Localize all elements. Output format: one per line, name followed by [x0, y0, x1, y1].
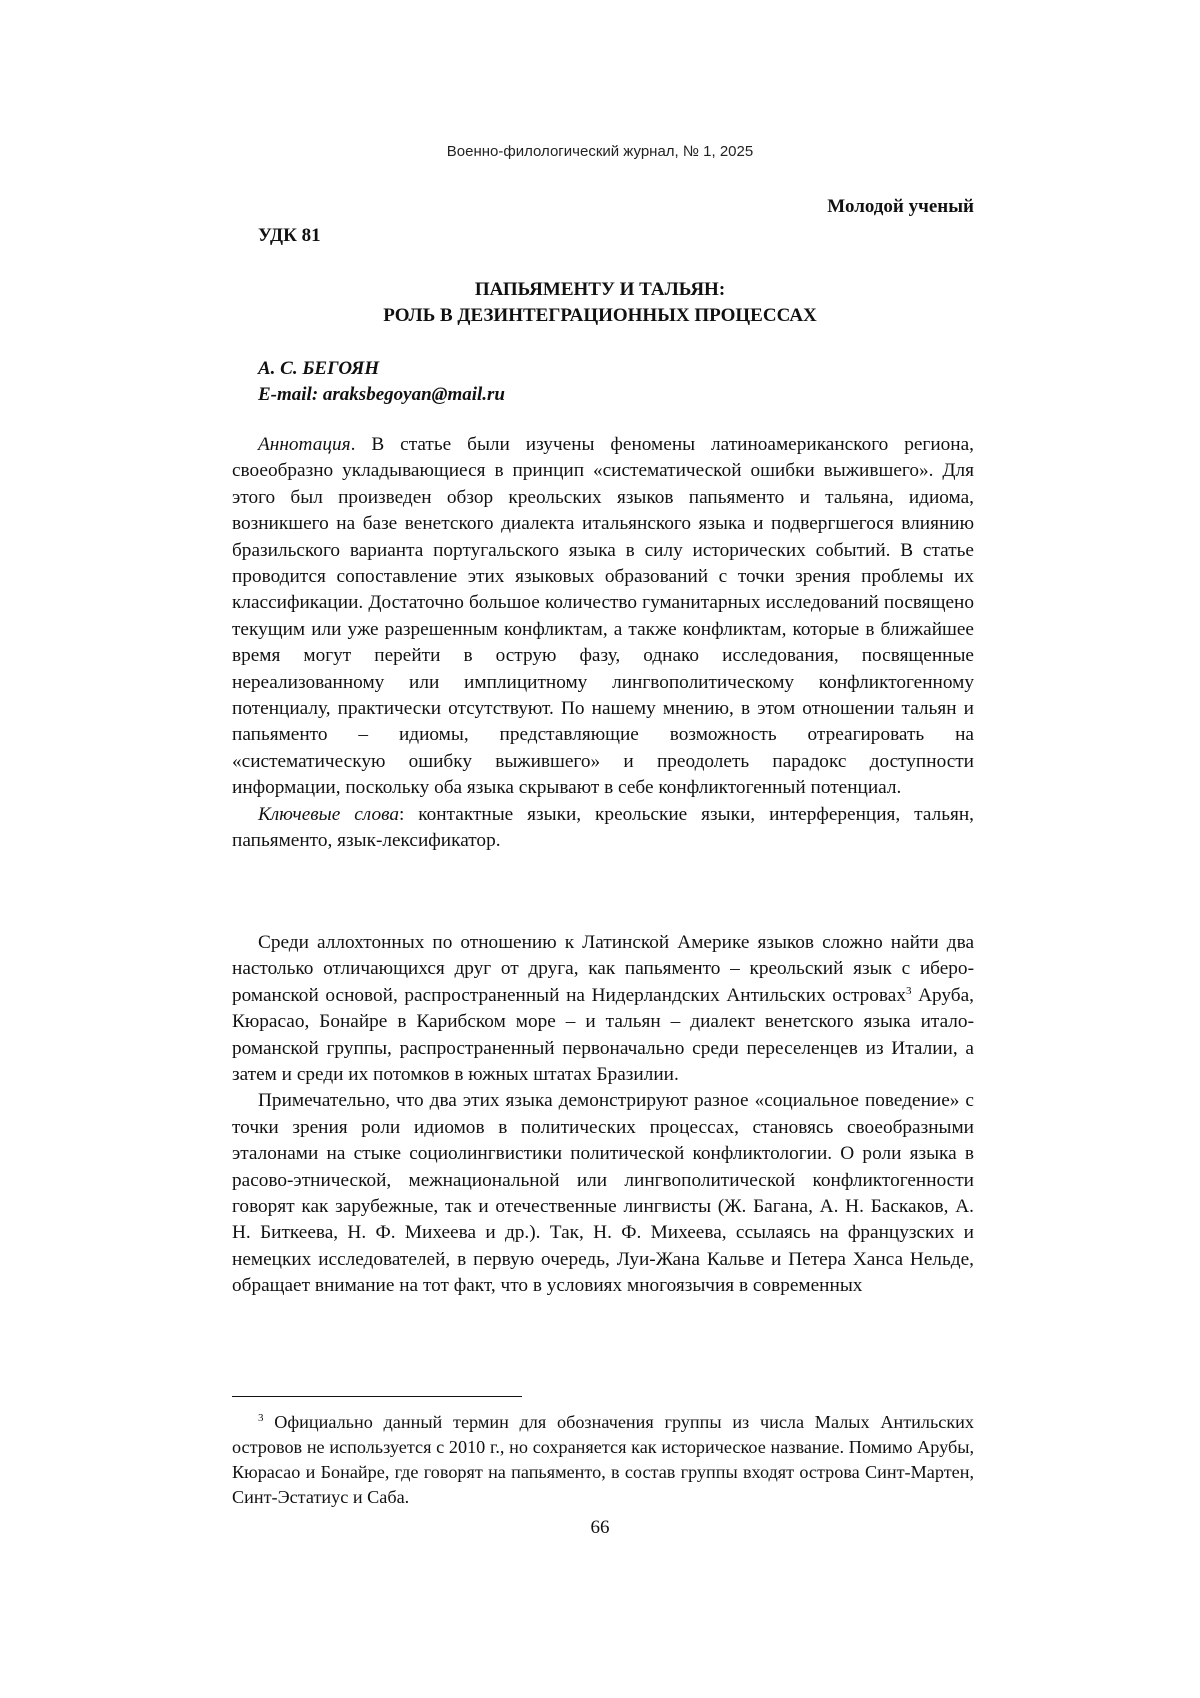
- footnote-paragraph: [232, 1410, 974, 1510]
- article-title: [0, 277, 1200, 329]
- article-title-line-1: ПАПЬЯМЕНТУ И ТАЛЬЯН:: [474, 279, 726, 300]
- keywords-paragraph: [232, 802, 974, 855]
- footnote-block: [232, 1410, 974, 1510]
- main-text-block: [232, 930, 974, 1300]
- footnote-number: 3: [258, 1412, 264, 1424]
- abstract-block: [232, 432, 974, 855]
- footnote-reference: 3: [905, 984, 912, 997]
- article-title-line-2: РОЛЬ В ДЕЗИНТЕГРАЦИОННЫХ ПРОЦЕССАХ: [383, 305, 817, 326]
- keywords-label: Ключевые слова: [258, 803, 399, 825]
- footnote-separator: [232, 1396, 522, 1397]
- author-name: А. С. БЕГОЯН: [258, 358, 380, 379]
- page-number: 66: [590, 1517, 610, 1538]
- footnote-text: Официально данный термин для обозначения группы из числа Малых Антильских островов не используется с 2010 г., но сохраняется как историческое название. Помимо Арубы, Кюрасао и Бонайре, где говорят на папьяменто, в состав группы входят острова Синт-Мартен, Синт-Эстатиус и Саба.: [232, 1412, 974, 1507]
- section-label: Молодой ученый: [827, 196, 974, 217]
- body-paragraph-1: [232, 930, 974, 1088]
- abstract-text: . В статье были изучены феномены латиноамериканского региона, своеобразно укладывающиеся в принцип «систематической ошибки выжившего». Для этого был произведен обзор креольских языков папьяменто и тальяна, идиома, возникшего на базе венетского диалекта итальянского языка и подвергшегося влиянию бразильского варианта португальского языка в силу исторических событий. В статье проводится сопоставление этих языковых образований с точки зрения проблемы их классификации. Достаточно большое количество гуманитарных исследований посвящено текущим или уже разрешенным конфликтам, а также конфликтам, которые в ближайшее время могут перейти в острую фазу, однако исследования, посвященные нереализованному или имплицитному лингвополитическому конфликтогенному потенциалу, практически отсутствуют. По нашему мнению, в этом отношении тальян и папьяменто – идиомы, представляющие возможность отреагировать на «систематическую ошибку выжившего» и преодолеть парадокс доступности информации, поскольку оба языка скрывают в себе конфликтогенный потенциал.: [232, 434, 974, 799]
- keywords-text: : контактные языки, креольские языки, интерференция, тальян, папьяменто, язык-лексификатор.: [232, 803, 974, 852]
- udk-code: УДК 81: [258, 225, 321, 246]
- abstract-paragraph: [232, 432, 974, 802]
- body-paragraph-1-end: Аруба, Кюрасао, Бонайре в Карибском море – и тальян – диалект венетского языка итало-романской группы, распространенный первоначально среди переселенцев из Италии, а затем и среди их потомков в южных штатах Бразилии.: [232, 984, 974, 1086]
- author-email: E-mail: araksbegoyan@mail.ru: [258, 384, 505, 405]
- body-paragraph-1-start: Среди аллохтонных по отношению к Латинской Америке языков сложно найти два настолько отличающихся друг от друга, как папьяменто – креольский язык с иберо-романской основой, распространенный на Нидерландских Антильских островах: [232, 932, 974, 1006]
- abstract-label: Аннотация: [258, 434, 351, 455]
- body-paragraph-2: Примечательно, что два этих языка демонстрируют разное «социальное поведение» с точки зрения роли идиомов в политических процессах, становясь своеобразными эталонами на стыке социолингвистики политической конфликтологии. О роли языка в расово-этнической, межнациональной или лингвополитической конфликтогенности говорят как зарубежные, так и отечественные лингвисты (Ж. Багана, А. Н. Баскаков, А. Н. Биткеева, Н. Ф. Михеева и др.). Так, Н. Ф. Михеева, ссылаясь на французских и немецких исследователей, в первую очередь, Луи-Жана Кальве и Петера Ханса Нельде, обращает внимание на тот факт, что в условиях многоязычия в современных: [232, 1090, 974, 1297]
- running-head: Военно-филологический журнал, № 1, 2025: [446, 143, 754, 160]
- author-block: [258, 356, 505, 408]
